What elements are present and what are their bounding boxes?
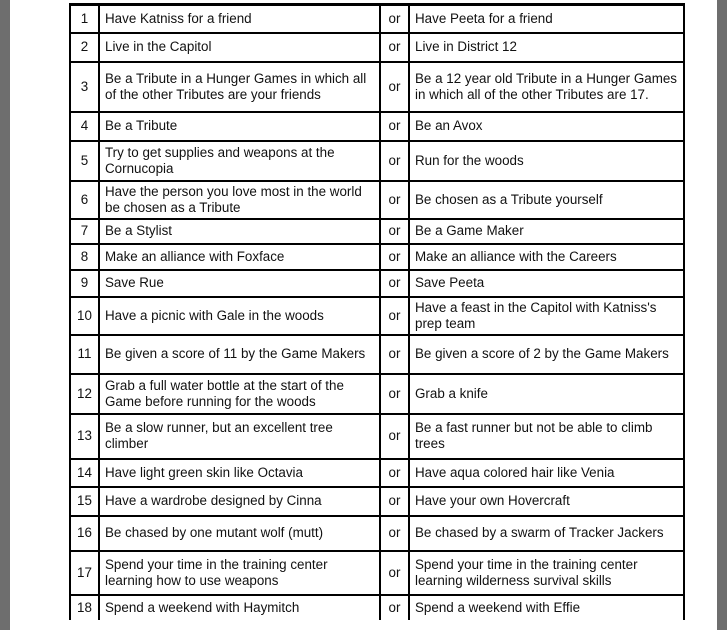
or-separator: or [380, 414, 409, 459]
table-row [70, 551, 684, 595]
option-a-cell: Be a slow runner, but an excellent tree climber [99, 414, 380, 459]
table-row [70, 270, 684, 297]
row-number: 3 [70, 62, 99, 112]
table-row [70, 595, 684, 620]
or-separator: or [380, 374, 409, 414]
row-number: 7 [70, 219, 99, 244]
option-b-cell: Save Peeta [409, 270, 684, 297]
table-row [70, 414, 684, 459]
or-separator: or [380, 551, 409, 595]
option-b-cell: Have your own Hovercraft [409, 487, 684, 516]
option-a-cell: Have a wardrobe designed by Cinna [99, 487, 380, 516]
would-you-rather-table [69, 3, 685, 620]
option-b-cell: Be a fast runner but not be able to climb trees [409, 414, 684, 459]
option-a-cell: Spend your time in the training center learning how to use weapons [99, 551, 380, 595]
table-row [70, 219, 684, 244]
table-row [70, 5, 684, 33]
or-separator: or [380, 297, 409, 335]
option-a-cell: Be a Stylist [99, 219, 380, 244]
or-separator: or [380, 335, 409, 374]
option-b-cell: Be given a score of 2 by the Game Makers [409, 335, 684, 374]
row-number: 14 [70, 459, 99, 487]
table-row [70, 244, 684, 270]
or-separator: or [380, 459, 409, 487]
option-b-cell: Spend a weekend with Effie [409, 595, 684, 620]
option-b-cell: Be a Game Maker [409, 219, 684, 244]
option-a-cell: Be given a score of 11 by the Game Makers [99, 335, 380, 374]
or-separator: or [380, 5, 409, 33]
or-separator: or [380, 516, 409, 551]
row-number: 12 [70, 374, 99, 414]
row-number: 17 [70, 551, 99, 595]
row-number: 15 [70, 487, 99, 516]
or-separator: or [380, 112, 409, 141]
row-number: 18 [70, 595, 99, 620]
or-separator: or [380, 270, 409, 297]
option-a-cell: Have Katniss for a friend [99, 5, 380, 33]
option-b-cell: Make an alliance with the Careers [409, 244, 684, 270]
option-a-cell: Grab a full water bottle at the start of the Game before running for the woods [99, 374, 380, 414]
option-b-cell: Spend your time in the training center learning wilderness survival skills [409, 551, 684, 595]
option-b-cell: Grab a knife [409, 374, 684, 414]
or-separator: or [380, 181, 409, 219]
option-a-cell: Be chased by one mutant wolf (mutt) [99, 516, 380, 551]
row-number: 2 [70, 33, 99, 62]
option-a-cell: Save Rue [99, 270, 380, 297]
option-b-cell: Run for the woods [409, 141, 684, 181]
option-b-cell: Have aqua colored hair like Venia [409, 459, 684, 487]
option-b-cell: Be a 12 year old Tribute in a Hunger Games in which all of the other Tributes are 17. [409, 62, 684, 112]
row-number: 11 [70, 335, 99, 374]
option-a-cell: Have a picnic with Gale in the woods [99, 297, 380, 335]
or-separator: or [380, 487, 409, 516]
option-a-cell: Have the person you love most in the world be chosen as a Tribute [99, 181, 380, 219]
table-row [70, 141, 684, 181]
or-separator: or [380, 595, 409, 620]
row-number: 6 [70, 181, 99, 219]
row-number: 10 [70, 297, 99, 335]
document-page [10, 0, 717, 630]
or-separator: or [380, 219, 409, 244]
option-b-cell: Be an Avox [409, 112, 684, 141]
table-row [70, 112, 684, 141]
or-separator: or [380, 33, 409, 62]
row-number: 13 [70, 414, 99, 459]
or-separator: or [380, 141, 409, 181]
option-b-cell: Have Peeta for a friend [409, 5, 684, 33]
row-number: 9 [70, 270, 99, 297]
table-row [70, 459, 684, 487]
table-row [70, 374, 684, 414]
or-separator: or [380, 62, 409, 112]
table-row [70, 181, 684, 219]
option-a-cell: Try to get supplies and weapons at the Cornucopia [99, 141, 380, 181]
option-a-cell: Make an alliance with Foxface [99, 244, 380, 270]
option-b-cell: Be chased by a swarm of Tracker Jackers [409, 516, 684, 551]
table-row [70, 335, 684, 374]
table-row [70, 62, 684, 112]
table-row [70, 297, 684, 335]
option-b-cell: Have a feast in the Capitol with Katniss's prep team [409, 297, 684, 335]
table-row [70, 487, 684, 516]
option-a-cell: Be a Tribute in a Hunger Games in which all of the other Tributes are your friends [99, 62, 380, 112]
option-a-cell: Be a Tribute [99, 112, 380, 141]
row-number: 4 [70, 112, 99, 141]
option-b-cell: Be chosen as a Tribute yourself [409, 181, 684, 219]
row-number: 8 [70, 244, 99, 270]
option-a-cell: Live in the Capitol [99, 33, 380, 62]
option-b-cell: Live in District 12 [409, 33, 684, 62]
option-a-cell: Spend a weekend with Haymitch [99, 595, 380, 620]
table-row [70, 33, 684, 62]
table-row [70, 516, 684, 551]
row-number: 16 [70, 516, 99, 551]
or-separator: or [380, 244, 409, 270]
option-a-cell: Have light green skin like Octavia [99, 459, 380, 487]
row-number: 1 [70, 5, 99, 33]
row-number: 5 [70, 141, 99, 181]
